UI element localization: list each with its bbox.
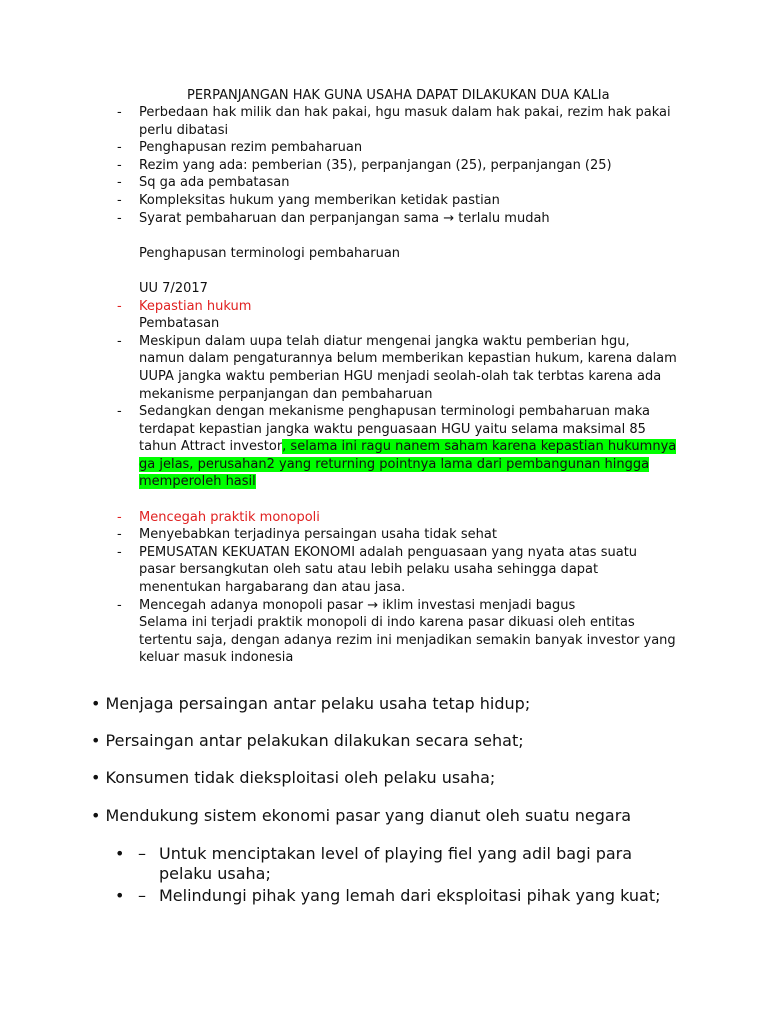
list-item-text: Meskipun dalam uupa telah diatur mengenai jangka waktu pemberian hgu, namun dalam pengaturannya belum memberikan kepastian hukum, karena dalam UUPA jangka waktu pemberian HGU menjadi seolah-olah tak terbtas karena ada mekanisme perpanjangan dan pembaharuan — [139, 333, 677, 402]
sub-bullet-text: Melindungi pihak yang lemah dari eksploitasi pihak yang kuat; — [159, 886, 661, 905]
bullet-marker: • — [115, 886, 125, 905]
document-title: PERPANJANGAN HAK GUNA USAHA DAPAT DILAKUKAN DUA KALIa — [187, 88, 610, 103]
bullet-item: • Konsumen tidak dieksploitasi oleh pelaku usaha; — [91, 768, 496, 787]
list-item-text: Syarat pembaharuan dan perpanjangan sama → terlalu mudah — [139, 210, 550, 226]
dash-marker: - — [117, 527, 122, 543]
section-heading-kepastian — [117, 298, 677, 316]
heading-text: Mencegah praktik monopoli — [139, 509, 320, 525]
list-item-text: Penghapusan rezim pembaharuan — [139, 140, 363, 156]
subheading-text: Pembatasan — [139, 316, 220, 332]
list-item — [117, 544, 677, 597]
list-item — [117, 157, 677, 175]
followup-text: Selama ini terjadi praktik monopoli di indo karena pasar dikuasi oleh entitas tertentu saja, dengan adanya rezim ini menjadikan semakin banyak investor yang keluar masuk indonesia — [139, 615, 676, 666]
list-item-text: Sedangkan dengan mekanisme penghapusan terminologi pembaharuan maka terdapat kepastian jangka waktu penguasaan HGU yaitu selama maksimal 85 tahun Attract investor — [139, 404, 650, 455]
sub-bullet-text: Untuk menciptakan level of playing fiel yang adil bagi para pelaku usaha; — [159, 844, 633, 883]
note-text: Penghapusan terminologi pembaharuan — [139, 245, 401, 261]
em-dash-marker: – — [138, 886, 146, 905]
dash-marker: - — [117, 597, 122, 613]
dash-marker: - — [117, 140, 122, 156]
dash-marker: - — [117, 509, 122, 525]
dash-marker: - — [117, 192, 122, 208]
bullet-item: • Persaingan antar pelakukan dilakukan secara sehat; — [91, 731, 524, 750]
dash-marker: - — [117, 157, 122, 173]
list-item — [117, 104, 677, 139]
list-item — [117, 192, 677, 210]
subheading-pembatasan — [117, 315, 677, 333]
list-item — [117, 526, 677, 544]
list-item — [117, 333, 677, 403]
dash-marker: - — [117, 210, 122, 226]
list-item-text: Perbedaan hak milik dan hak pakai, hgu masuk dalam hak pakai, rezim hak pakai perlu dibatasi — [139, 105, 671, 138]
law-text: UU 7/2017 — [139, 280, 208, 296]
note-line — [117, 245, 677, 263]
bullet-item: • Mendukung sistem ekonomi pasar yang dianut oleh suatu negara — [91, 806, 632, 825]
list-item-text: Menyebabkan terjadinya persaingan usaha tidak sehat — [139, 527, 497, 543]
list-item-text: PEMUSATAN KEKUATAN EKONOMI adalah penguasaan yang nyata atas suatu pasar bersangkutan oleh satu atau lebih pelaku usaha sehingga dapat menentukan hargabarang dan atau jasa. — [139, 544, 638, 596]
bullet-item: • Menjaga persaingan antar pelaku usaha tetap hidup; — [91, 694, 531, 713]
heading-text: Kepastian hukum — [139, 298, 252, 314]
main-list — [117, 104, 677, 667]
list-item — [117, 139, 677, 157]
list-item — [117, 210, 677, 228]
section-heading-monopoli — [117, 509, 677, 527]
law-reference — [117, 280, 677, 298]
list-item-text: Rezim yang ada: pemberian (35), perpanjangan (25), perpanjangan (25) — [139, 157, 612, 173]
list-item-text: Sq ga ada pembatasan — [139, 175, 290, 191]
list-item — [117, 174, 677, 192]
list-item — [117, 403, 677, 491]
em-dash-marker: – — [138, 844, 146, 863]
dash-marker: - — [117, 333, 122, 349]
dash-marker: - — [117, 404, 122, 420]
dash-marker: - — [117, 544, 122, 560]
dash-marker: - — [117, 105, 122, 120]
highlighted-text: , selama ini ragu nanem saham karena kepastian hukumnya ga jelas, perusahan2 yang returning pointnya lama dari pembangunan hingga memperoleh hasil — [139, 439, 677, 490]
followup-paragraph — [117, 614, 677, 667]
list-item — [117, 597, 677, 615]
list-item-text: Kompleksitas hukum yang memberikan ketidak pastian — [139, 192, 500, 208]
bullet-marker: • — [115, 844, 125, 863]
dash-marker: - — [117, 298, 122, 314]
dash-marker: - — [117, 175, 122, 191]
list-item-text: Mencegah adanya monopoli pasar → iklim investasi menjadi bagus — [139, 597, 576, 613]
